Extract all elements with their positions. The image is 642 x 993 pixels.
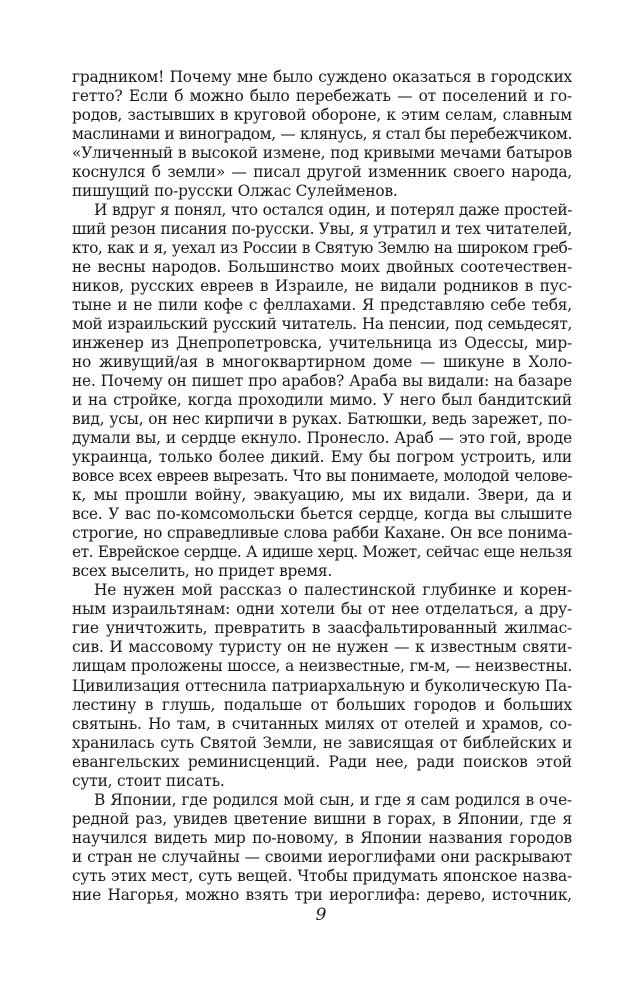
text-line: ние Нагорья, можно взять три иероглифа: дерево, источник, (72, 885, 572, 904)
text-line: ников, русских евреев в Израиле, не видали родников в пус- (72, 277, 572, 296)
text-line: вовсе всех евреев вырезать. Что вы понимаете, молодой челове- (72, 467, 572, 486)
text-line: ет. Еврейское сердце. А идише херц. Может, сейчас еще нельзя (72, 543, 572, 562)
text-line: научился видеть мир по-новому, в Японии названия городов (72, 828, 572, 847)
text-line: и на стройке, когда проходили мимо. У него был бандитский (72, 391, 572, 410)
text-line: сив. И массовому туристу он не нужен — к известным святи- (72, 638, 572, 657)
text-line: ший резон писания по-русски. Увы, я утратил и тех читателей, (72, 220, 573, 239)
text-line: но живущий/ая в многоквартирном доме — шикуне в Холо- (72, 353, 572, 372)
text-line: лестину в глушь, подальше от больших городов и больших (72, 695, 572, 714)
text-line: редной раз, увидев цветение вишни в горах, в Японии, где я (72, 809, 572, 828)
text-line: гие уничтожить, превратить в заасфальтированный жилмас- (72, 619, 572, 638)
text-line: евангельских реминисценций. Ради нее, ради поисков этой (72, 752, 572, 771)
text-line: мой израильский русский читатель. На пенсии, под семьдесят, (72, 315, 572, 334)
text-line: не весны народов. Большинство моих двойных соотечествен- (72, 258, 572, 277)
text-line: украинца, только более дикий. Ему бы погром устроить, или (72, 448, 572, 467)
text-line: тыне и не пили кофе с феллахами. Я представляю себе тебя, (72, 296, 572, 315)
text-line: родов, застывших в круговой обороне, к этим селам, славным (72, 106, 572, 125)
text-line: суть этих мест, суть вещей. Чтобы придумать японское назва- (72, 866, 572, 885)
text-line: И вдруг я понял, что остался один, и потерял даже простей- (94, 201, 572, 220)
text-line: гетто? Если б можно было перебежать — от поселений и го- (72, 87, 572, 106)
text-line: лищам проложены шоссе, а неизвестные, гм-м, — неизвестны. (72, 657, 572, 676)
page-number: 9 (315, 905, 327, 925)
text-line: строгие, но справедливые слова рабби Кахане. Он все понима- (72, 524, 572, 543)
text-line: коснулся б земли» — писал другой изменник своего народа, (72, 163, 572, 182)
body-text (72, 68, 572, 905)
text-line: ным израильтянам: одни хотели бы от нее отделаться, а дру- (72, 600, 572, 619)
text-line: не. Почему он пишет про арабов? Араба вы видали: на базаре (72, 372, 572, 391)
text-line: Цивилизация оттеснила патриархальную и буколическую Па- (72, 676, 572, 695)
text-line: сути, стоит писать. (72, 771, 225, 790)
text-line: всех выселить, но придет время. (72, 562, 333, 581)
text-line: пишущий по-русски Олжас Сулейменов. (72, 182, 398, 201)
text-line: градником! Почему мне было суждено оказаться в городских (72, 68, 572, 86)
text-line: Не нужен мой рассказ о палестинской глубинке и корен- (94, 581, 572, 600)
text-line: святынь. Но там, в считанных милях от отелей и храмов, со- (72, 714, 572, 733)
text-line: маслинами и виноградом, — клянусь, я стал бы перебежчиком. (72, 125, 572, 144)
text-line: кто, как и я, уехал из России в Святую Землю на широком греб- (72, 239, 572, 258)
text-line: вид, усы, он нес кирпичи в руках. Батюшки, ведь зарежет, по- (72, 410, 572, 429)
text-line: «Уличенный в высокой измене, под кривыми мечами батыров (72, 144, 572, 163)
text-line: к, мы прошли войну, эвакуацию, мы их видали. Звери, да и (72, 486, 572, 505)
text-line: инженер из Днепропетровска, учительница из Одессы, мир- (72, 334, 572, 353)
text-line: В Японии, где родился мой сын, и где я сам родился в оче- (94, 790, 572, 809)
text-line: и стран не случайны — своими иероглифами они раскрывают (72, 847, 572, 866)
text-line: думали вы, и сердце екнуло. Пронесло. Араб — это гой, вроде (72, 429, 572, 448)
text-line: все. У вас по-комсомольски бьется сердце, когда вы слышите (72, 505, 572, 524)
text-line: хранилась суть Святой Земли, не зависящая от библейских и (72, 733, 572, 752)
